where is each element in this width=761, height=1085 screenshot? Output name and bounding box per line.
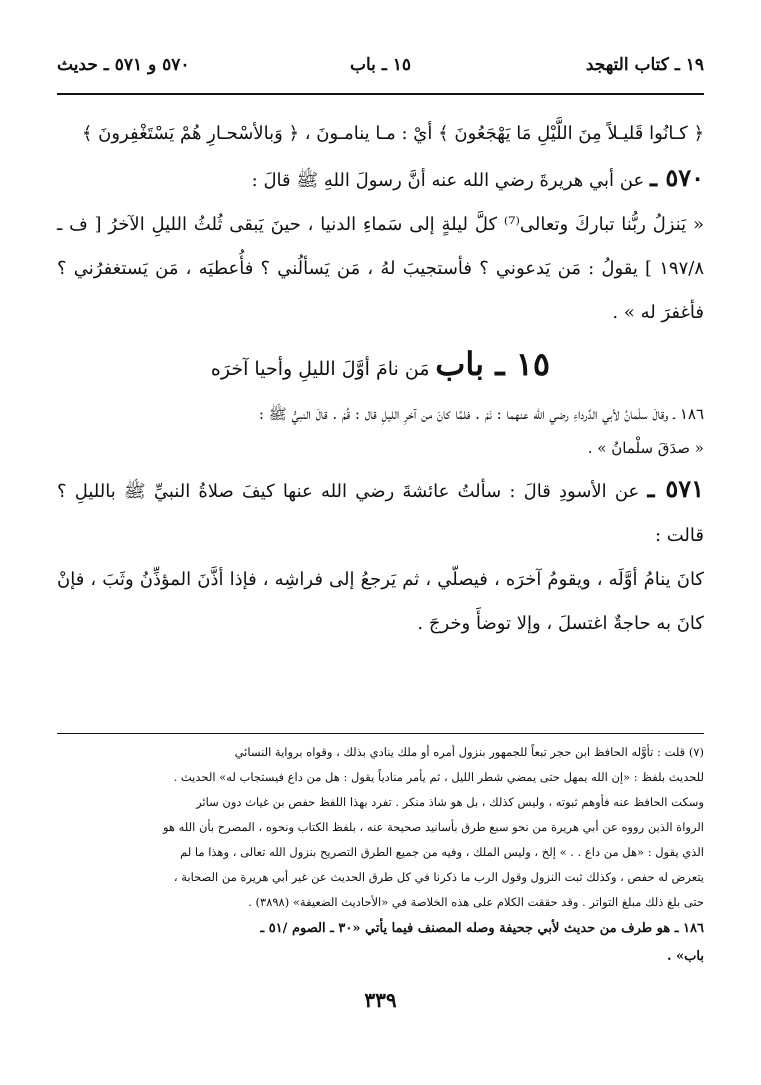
main-text (57, 112, 704, 646)
running-header (57, 55, 704, 85)
footnote-186-cont: باب» . (667, 949, 704, 964)
muallaq-186-text: ١٨٦ ـ وقالَ سلْمانُ لأبي الدَّرداءِ رضي الله عنهما : نَمْ . فلمَّا كانَ من آخرِ الليلِ قال : قُمْ . قالَ النبيُّ ﷺ : (258, 405, 704, 423)
chapter-title: ١٩ ـ كتاب التهجد (585, 55, 704, 75)
footnote-line: الرواة الذين رووه عن أبي هريرة من نحو سبع طرق بأسانيد صحيحة عنه ، بلفظ الكتاب ونحوه ، المصرح بأن الله هو (162, 820, 704, 834)
hadith-570-intro (57, 156, 704, 203)
muallaq-186-quote: « صدَقَ سلْمانُ » . (587, 439, 704, 457)
hadith-range: ٥٧٠ و ٥٧١ ـ حديث (57, 55, 190, 75)
hadith-570-isnad: عن أبي هريرةَ رضي الله عنه أنَّ رسولَ اللهِ ﷺ قالَ : (251, 170, 645, 191)
footnote-line: حتى بلغ ذلك مبلغ التواتر . وقد حققت الكلام على هذه الخلاصة في «الأحاديث الضعيفة» (٣٨٩٨) . (248, 895, 704, 909)
bab-heading (57, 339, 704, 395)
hadith-571-number: ٥٧١ ـ (647, 474, 705, 503)
page-number: ٣٣٩ (364, 988, 397, 1012)
footnote-line: للحديث بلفظ : «إن الله يمهل حتى يمضي شطر الليل ، ثم يأمر منادياً يقول : هل من داع فيستجاب له» الحديث . (173, 770, 704, 784)
footnote-186: ١٨٦ ـ هو طرف من حديث لأبي جحيفة وصله المصنف فيما يأتي «٣٠ ـ الصوم /٥١ ـ (260, 921, 704, 936)
hadith-570-number: ٥٧٠ ـ (649, 163, 704, 192)
hadith-571-isnad: عن الأسودِ قالَ : سألتُ عائشةَ رضي الله عنها كيفَ صلاةُ النبيِّ ﷺ بالليلِ ؟ قالت : (57, 481, 704, 546)
bab-title: مَن نامَ أوَّلَ الليلِ وأحيا آخرَه (210, 358, 430, 380)
hadith-571-text: كانَ ينامُ أوَّلَه ، ويقومُ آخرَه ، فيصلّي ، ثم يَرجعُ إلى فراشِه ، فإذا أذَّنَ المؤذِّنُ وثَبَ ، فإنْ كانَ به حاجةٌ اغتسلَ ، وإلا توضأَ وخرجَ . (57, 569, 704, 634)
footnote-line: الذي يقول : «هل من داع . . » إلخ ، وليس الملك ، وفيه من جميع الطرق التصريح بنزول الله تعالى ، وهذا ما لم (180, 845, 704, 859)
footnote-line: وسكت الحافظ عنه فأوهم ثبوته ، وليس كذلك ، بل هو شاذ منكر . تفرد بهذا اللفظ حفص بن غياث دون سائر (196, 795, 704, 809)
hadith-571-intro (57, 467, 704, 558)
muallaq-186 (57, 397, 704, 465)
header-rule (57, 93, 704, 95)
footnote-line: يتعرض له حفص ، وكذلك ثبت النزول وقول الرب ما ذكرنا في كل طرق الحديث عن غير أبي هريرة من الصحابة ، (173, 870, 704, 884)
footnote-line: (٧) قلت : تأوَّله الحافظ ابن حجر تبعاً للجمهور بنزول أمره أو ملك ينادي بذلك ، وقواه برواية النسائي (234, 745, 704, 759)
hadith-570-text: « يَنزلُ ربُّنا تباركَ وتعالى⁽⁷⁾ كلَّ ليلةٍ إلى سَماءِ الدنيا ، حينَ يَبقى ثُلثُ الليلِ الآخرُ [ ف ـ ١٩٧/٨ ] يقولُ : مَن يَدعوني ؟ فأستجيبَ لهُ ، مَن يَسألُني ؟ فأُعطيَه ، مَن يَستغفرُني ؟ فأغفرَ له » . (57, 214, 704, 323)
bab-number: ١٥ ـ باب (435, 345, 551, 383)
section-title: ١٥ ـ باب (350, 55, 411, 75)
footnotes (57, 733, 704, 971)
quran-verse: ﴿ كـانُوا قَليـلاً مِنَ اللَّيْلِ مَا يَهْجَعُونَ ﴾ أيْ : مـا ينامـونَ ، ﴿ وَبالأسْحـارِ هُمْ يَسْتَغْفِرونَ ﴾ (81, 123, 704, 144)
